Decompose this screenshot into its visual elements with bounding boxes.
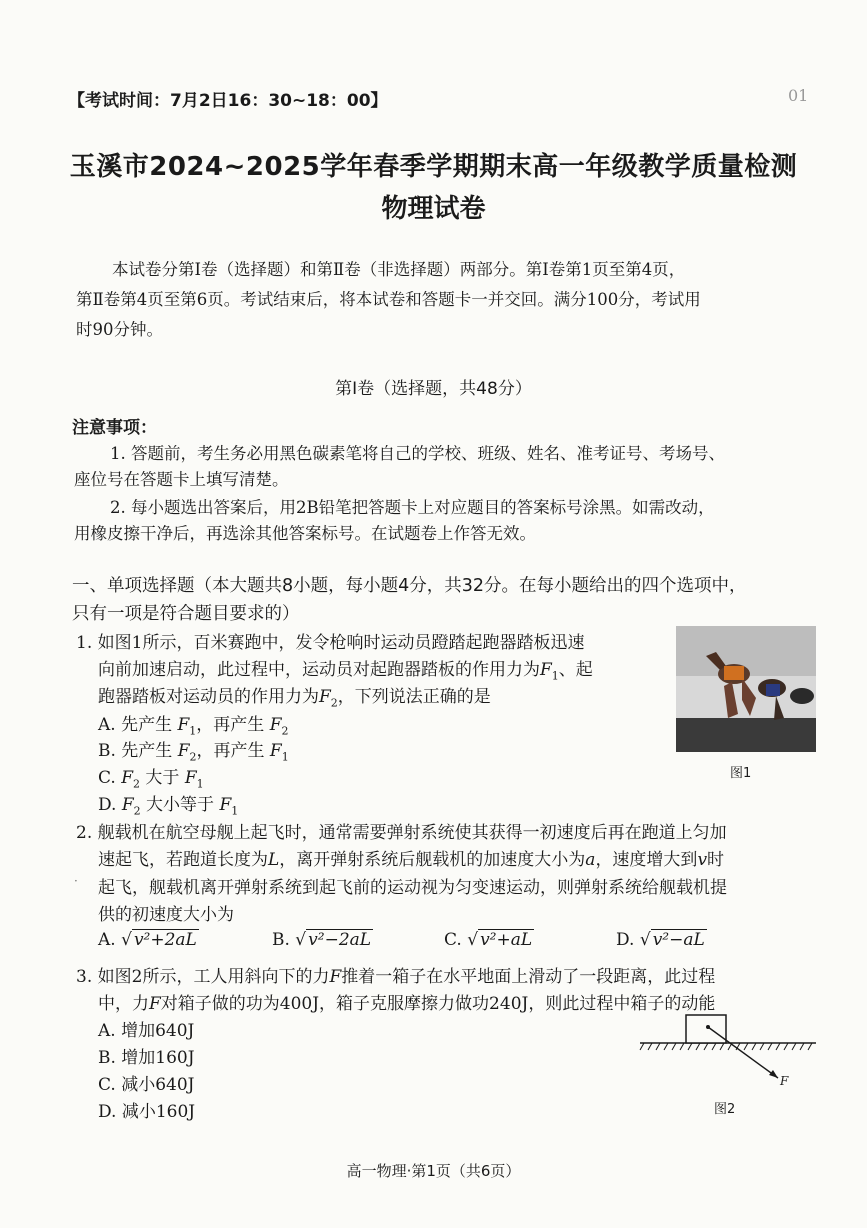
q3-option-b: B. 增加160J (98, 1048, 195, 1068)
q1-option-c: C. $F_2$ 大于 $F_1$ (98, 768, 204, 791)
exam-time: 【考试时间：7月2日16：30~18：00】 (68, 91, 388, 111)
q1-stem-line-3: 跑器踏板对运动员的作用力为$F_2$，下列说法正确的是 (98, 687, 491, 710)
notice-item-2: 2. 每小题选出答案后，用2B铅笔把答题卡上对应题目的答案标号涂黑。如需改动， (110, 498, 715, 517)
corner-mark: 01 (788, 86, 809, 105)
intro-line-1: 本试卷分第Ⅰ卷（选择题）和第Ⅱ卷（非选择题）两部分。第Ⅰ卷第1页至第4页， (112, 260, 686, 279)
q1-stem-line-2: 向前加速启动，此过程中，运动员对起跑器踏板的作用力为$F_1$、起 (98, 660, 593, 683)
force-label: F (780, 1074, 789, 1088)
page-subtitle: 物理试卷 (381, 194, 486, 224)
notice-item-1-cont: 座位号在答题卡上填写清楚。 (74, 470, 289, 489)
q1-option-a: A. 先产生 $F_1$，再产生 $F_2$ (98, 715, 289, 738)
q1-stem-line-1: 1. 如图1所示，百米赛跑中，发令枪响时运动员蹬踏起跑器踏板迅速 (76, 633, 585, 653)
q2-option-c: C. √ v²+aL (444, 930, 533, 950)
q1-option-d: D. $F_2$ 大小等于 $F_1$ (98, 795, 239, 818)
q2-stem-line-2: 速起飞，若跑道长度为L，离开弹射系统后舰载机的加速度大小为a，速度增大到v时 (98, 850, 725, 870)
q2-option-d: D. √ v²−aL (616, 930, 705, 950)
section-heading-cont: 只有一项是符合题目要求的） (72, 604, 300, 624)
page-footer: 高一物理·第1页（共6页） (346, 1162, 521, 1180)
intro-line-2: 第Ⅱ卷第4页至第6页。考试结束后，将本试卷和答题卡一并交回。满分100分，考试用 (76, 290, 701, 309)
notice-item-2-cont: 用橡皮擦干净后，再选涂其他答案标号。在试题卷上作答无效。 (74, 524, 536, 543)
figure-2-caption: 图2 (714, 1102, 736, 1117)
notice-item-1: 1. 答题前，考生务必用黑色碳素笔将自己的学校、班级、姓名、准考证号、考场号、 (110, 444, 725, 463)
sprint-start-photo (676, 626, 816, 752)
q2-stem-line-3: 起飞，舰载机离开弹射系统到起飞前的运动视为匀变速运动，则弹射系统给舰载机提 (98, 878, 727, 898)
q3-option-d: D. 减小160J (98, 1102, 196, 1122)
q2-stem-line-1: 2. 舰载机在航空母舰上起飞时，通常需要弹射系统使其获得一初速度后再在跑道上匀加 (76, 823, 727, 843)
q2-option-b: B. √ v²−2aL (272, 930, 372, 950)
figure-1-caption: 图1 (730, 766, 752, 781)
scan-speck: · (74, 874, 78, 888)
q1-option-b: B. 先产生 $F_2$，再产生 $F_1$ (98, 741, 289, 764)
notice-title: 注意事项： (72, 418, 157, 438)
box-force-diagram (638, 1010, 818, 1090)
q3-option-c: C. 减小640J (98, 1075, 195, 1095)
q3-stem-line-2: 中，力F对箱子做的功为400J，箱子克服摩擦力做功240J，则此过程中箱子的动能 (98, 994, 716, 1014)
section-heading: 一、单项选择题（本大题共8小题，每小题4分，共32分。在每小题给出的四个选项中， (72, 576, 747, 596)
intro-line-3: 时90分钟。 (76, 320, 163, 339)
q2-stem-line-4: 供的初速度大小为 (98, 905, 234, 925)
part-1-title: 第Ⅰ卷（选择题，共48分） (335, 379, 532, 399)
page-title: 玉溪市2024~2025学年春季学期期末高一年级教学质量检测 (69, 152, 798, 182)
q3-option-a: A. 增加640J (98, 1021, 195, 1041)
q3-stem-line-1: 3. 如图2所示，工人用斜向下的力F推着一箱子在水平地面上滑动了一段距离，此过程 (76, 967, 716, 987)
q2-option-a: A. √ v²+2aL (98, 930, 197, 950)
